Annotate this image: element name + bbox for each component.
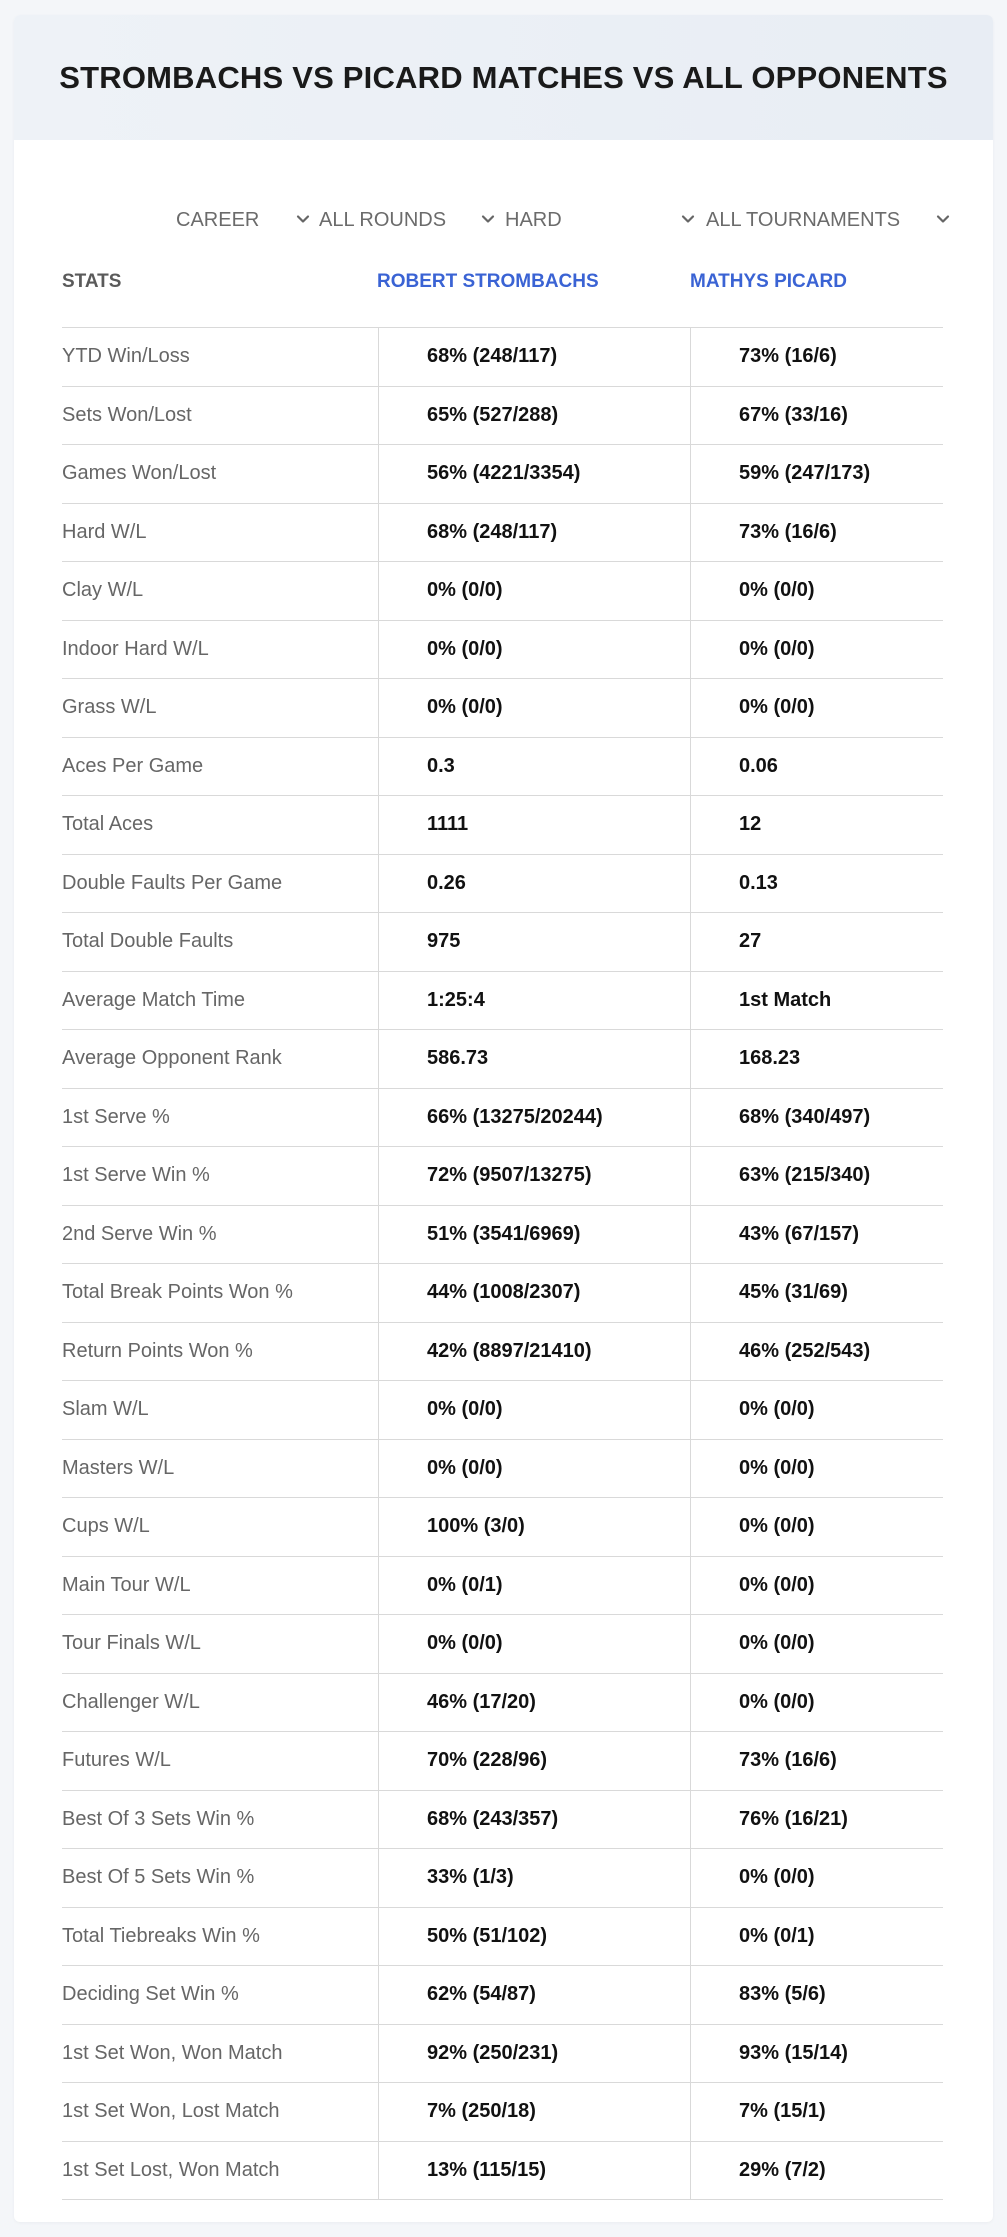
stat-label: Indoor Hard W/L bbox=[62, 637, 209, 660]
table-row bbox=[62, 796, 943, 855]
table-row bbox=[62, 1966, 943, 2025]
chevron-down-icon bbox=[934, 210, 952, 228]
stat-label: Total Break Points Won % bbox=[62, 1281, 293, 1304]
player2-value: 0% (0/0) bbox=[690, 621, 943, 679]
player1-value: 0% (0/1) bbox=[378, 1557, 691, 1615]
table-row bbox=[62, 1323, 943, 1382]
table-row bbox=[62, 738, 943, 797]
table-row bbox=[62, 2142, 943, 2201]
tournaments-select[interactable] bbox=[706, 190, 956, 250]
table-row bbox=[62, 621, 943, 680]
player2-value: 93% (15/14) bbox=[690, 2025, 943, 2083]
table-row bbox=[62, 504, 943, 563]
table-row bbox=[62, 1615, 943, 1674]
player1-value: 0% (0/0) bbox=[378, 1381, 691, 1439]
player1-value: 65% (527/288) bbox=[378, 387, 691, 445]
player1-value: 7% (250/18) bbox=[378, 2083, 691, 2141]
player1-value: 46% (17/20) bbox=[378, 1674, 691, 1732]
table-row bbox=[62, 387, 943, 446]
filter-bar bbox=[14, 190, 993, 250]
stat-label: YTD Win/Loss bbox=[62, 345, 190, 368]
table-row bbox=[62, 1791, 943, 1850]
player2-value: 45% (31/69) bbox=[690, 1264, 943, 1322]
player1-value: 72% (9507/13275) bbox=[378, 1147, 691, 1205]
table-row bbox=[62, 445, 943, 504]
player2-value: 63% (215/340) bbox=[690, 1147, 943, 1205]
player2-value: 29% (7/2) bbox=[690, 2142, 943, 2200]
period-select-value: CAREER bbox=[176, 208, 260, 231]
player2-value: 83% (5/6) bbox=[690, 1966, 943, 2024]
player2-value: 0.13 bbox=[690, 855, 943, 913]
player1-value: 975 bbox=[378, 913, 691, 971]
stat-label: Deciding Set Win % bbox=[62, 1983, 239, 2006]
table-row bbox=[62, 1264, 943, 1323]
table-row bbox=[62, 1030, 943, 1089]
player2-value: 7% (15/1) bbox=[690, 2083, 943, 2141]
rounds-select-value: ALL ROUNDS bbox=[319, 208, 447, 231]
period-select[interactable] bbox=[176, 190, 316, 250]
table-row bbox=[62, 972, 943, 1031]
surface-select[interactable] bbox=[505, 190, 705, 250]
stats-card bbox=[14, 15, 993, 2222]
card-header bbox=[14, 15, 993, 140]
chevron-down-icon bbox=[294, 210, 312, 228]
player1-value: 56% (4221/3354) bbox=[378, 445, 691, 503]
player1-value: 33% (1/3) bbox=[378, 1849, 691, 1907]
table-body bbox=[62, 327, 943, 2200]
player2-value: 168.23 bbox=[690, 1030, 943, 1088]
player1-value: 70% (228/96) bbox=[378, 1732, 691, 1790]
player1-value: 0% (0/0) bbox=[378, 1615, 691, 1673]
player2-value: 0% (0/0) bbox=[690, 562, 943, 620]
player2-value: 0% (0/0) bbox=[690, 1674, 943, 1732]
page-title: STROMBACHS VS PICARD MATCHES VS ALL OPPONENTS bbox=[59, 59, 948, 95]
player2-value: 0% (0/0) bbox=[690, 1615, 943, 1673]
stat-label: Challenger W/L bbox=[62, 1690, 200, 1713]
table-row bbox=[62, 1849, 943, 1908]
player2-value: 0% (0/0) bbox=[690, 1498, 943, 1556]
table-row bbox=[62, 2083, 943, 2142]
table-row bbox=[62, 562, 943, 621]
stat-label: Clay W/L bbox=[62, 579, 144, 602]
player1-value: 586.73 bbox=[378, 1030, 691, 1088]
player1-value: 66% (13275/20244) bbox=[378, 1089, 691, 1147]
player2-value: 0% (0/0) bbox=[690, 679, 943, 737]
table-row bbox=[62, 1440, 943, 1499]
player2-value: 73% (16/6) bbox=[690, 328, 943, 386]
table-row bbox=[62, 2025, 943, 2084]
player1-value: 13% (115/15) bbox=[378, 2142, 691, 2200]
player1-value: 0% (0/0) bbox=[378, 562, 691, 620]
stat-label: 1st Set Won, Won Match bbox=[62, 2041, 283, 2064]
stat-label: Games Won/Lost bbox=[62, 462, 217, 485]
player2-value: 46% (252/543) bbox=[690, 1323, 943, 1381]
player1-value: 1111 bbox=[378, 796, 691, 854]
player1-value: 0.3 bbox=[378, 738, 691, 796]
surface-select-value: HARD bbox=[505, 208, 562, 231]
player2-value: 67% (33/16) bbox=[690, 387, 943, 445]
rounds-select[interactable] bbox=[319, 190, 499, 250]
table-row bbox=[62, 1498, 943, 1557]
stat-label: 1st Set Lost, Won Match bbox=[62, 2158, 280, 2181]
player1-value: 51% (3541/6969) bbox=[378, 1206, 691, 1264]
table-row bbox=[62, 1557, 943, 1616]
table-row bbox=[62, 679, 943, 738]
tournaments-select-value: ALL TOURNAMENTS bbox=[706, 208, 901, 231]
player1-value: 62% (54/87) bbox=[378, 1966, 691, 2024]
player1-value: 0.26 bbox=[378, 855, 691, 913]
player1-value: 1:25:4 bbox=[378, 972, 691, 1030]
player1-value: 100% (3/0) bbox=[378, 1498, 691, 1556]
player1-value: 44% (1008/2307) bbox=[378, 1264, 691, 1322]
table-row bbox=[62, 328, 943, 387]
player1-value: 68% (248/117) bbox=[378, 328, 691, 386]
stat-label: Total Tiebreaks Win % bbox=[62, 1924, 260, 1947]
table-row bbox=[62, 1381, 943, 1440]
table-row bbox=[62, 913, 943, 972]
player1-value: 0% (0/0) bbox=[378, 679, 691, 737]
table-row bbox=[62, 855, 943, 914]
stat-label: Sets Won/Lost bbox=[62, 403, 192, 426]
column-header-stats: STATS bbox=[62, 271, 122, 292]
stat-label: Double Faults Per Game bbox=[62, 871, 283, 894]
stat-label: Slam W/L bbox=[62, 1398, 149, 1421]
player2-value: 0% (0/0) bbox=[690, 1381, 943, 1439]
player1-value: 92% (250/231) bbox=[378, 2025, 691, 2083]
stat-label: Masters W/L bbox=[62, 1456, 175, 1479]
stat-label: Average Opponent Rank bbox=[62, 1047, 282, 1070]
player1-value: 68% (248/117) bbox=[378, 504, 691, 562]
stat-label: Best Of 5 Sets Win % bbox=[62, 1866, 255, 1889]
stat-label: Best Of 3 Sets Win % bbox=[62, 1807, 255, 1830]
player1-value: 0% (0/0) bbox=[378, 621, 691, 679]
player2-value: 0% (0/0) bbox=[690, 1849, 943, 1907]
stat-label: Hard W/L bbox=[62, 520, 147, 543]
column-header-player1[interactable]: ROBERT STROMBACHS bbox=[377, 271, 599, 292]
stat-label: Average Match Time bbox=[62, 988, 246, 1011]
player2-value: 0.06 bbox=[690, 738, 943, 796]
stat-label: 1st Serve % bbox=[62, 1105, 170, 1128]
player2-value: 43% (67/157) bbox=[690, 1206, 943, 1264]
stat-label: Cups W/L bbox=[62, 1515, 150, 1538]
table-row bbox=[62, 1908, 943, 1967]
player2-value: 59% (247/173) bbox=[690, 445, 943, 503]
column-header-player2[interactable]: MATHYS PICARD bbox=[690, 271, 847, 292]
stat-label: 2nd Serve Win % bbox=[62, 1222, 217, 1245]
player2-value: 1st Match bbox=[690, 972, 943, 1030]
player1-value: 68% (243/357) bbox=[378, 1791, 691, 1849]
stat-label: Grass W/L bbox=[62, 696, 157, 719]
stat-label: Return Points Won % bbox=[62, 1339, 253, 1362]
player2-value: 0% (0/1) bbox=[690, 1908, 943, 1966]
stat-label: Total Aces bbox=[62, 813, 154, 836]
table-header bbox=[62, 257, 943, 327]
stat-label: 1st Set Won, Lost Match bbox=[62, 2100, 280, 2123]
player2-value: 0% (0/0) bbox=[690, 1557, 943, 1615]
stat-label: Aces Per Game bbox=[62, 754, 204, 777]
stat-label: Main Tour W/L bbox=[62, 1573, 191, 1596]
table-row bbox=[62, 1089, 943, 1148]
table-row bbox=[62, 1674, 943, 1733]
player1-value: 42% (8897/21410) bbox=[378, 1323, 691, 1381]
player2-value: 12 bbox=[690, 796, 943, 854]
player2-value: 73% (16/6) bbox=[690, 1732, 943, 1790]
chevron-down-icon bbox=[479, 210, 497, 228]
table-row bbox=[62, 1732, 943, 1791]
stat-label: Total Double Faults bbox=[62, 930, 234, 953]
table-row bbox=[62, 1147, 943, 1206]
player2-value: 68% (340/497) bbox=[690, 1089, 943, 1147]
player2-value: 76% (16/21) bbox=[690, 1791, 943, 1849]
player2-value: 27 bbox=[690, 913, 943, 971]
chevron-down-icon bbox=[679, 210, 697, 228]
stat-label: 1st Serve Win % bbox=[62, 1164, 210, 1187]
player2-value: 73% (16/6) bbox=[690, 504, 943, 562]
player1-value: 0% (0/0) bbox=[378, 1440, 691, 1498]
stat-label: Tour Finals W/L bbox=[62, 1632, 201, 1655]
stats-table bbox=[62, 257, 943, 2200]
table-row bbox=[62, 1206, 943, 1265]
stat-label: Futures W/L bbox=[62, 1749, 171, 1772]
player2-value: 0% (0/0) bbox=[690, 1440, 943, 1498]
player1-value: 50% (51/102) bbox=[378, 1908, 691, 1966]
